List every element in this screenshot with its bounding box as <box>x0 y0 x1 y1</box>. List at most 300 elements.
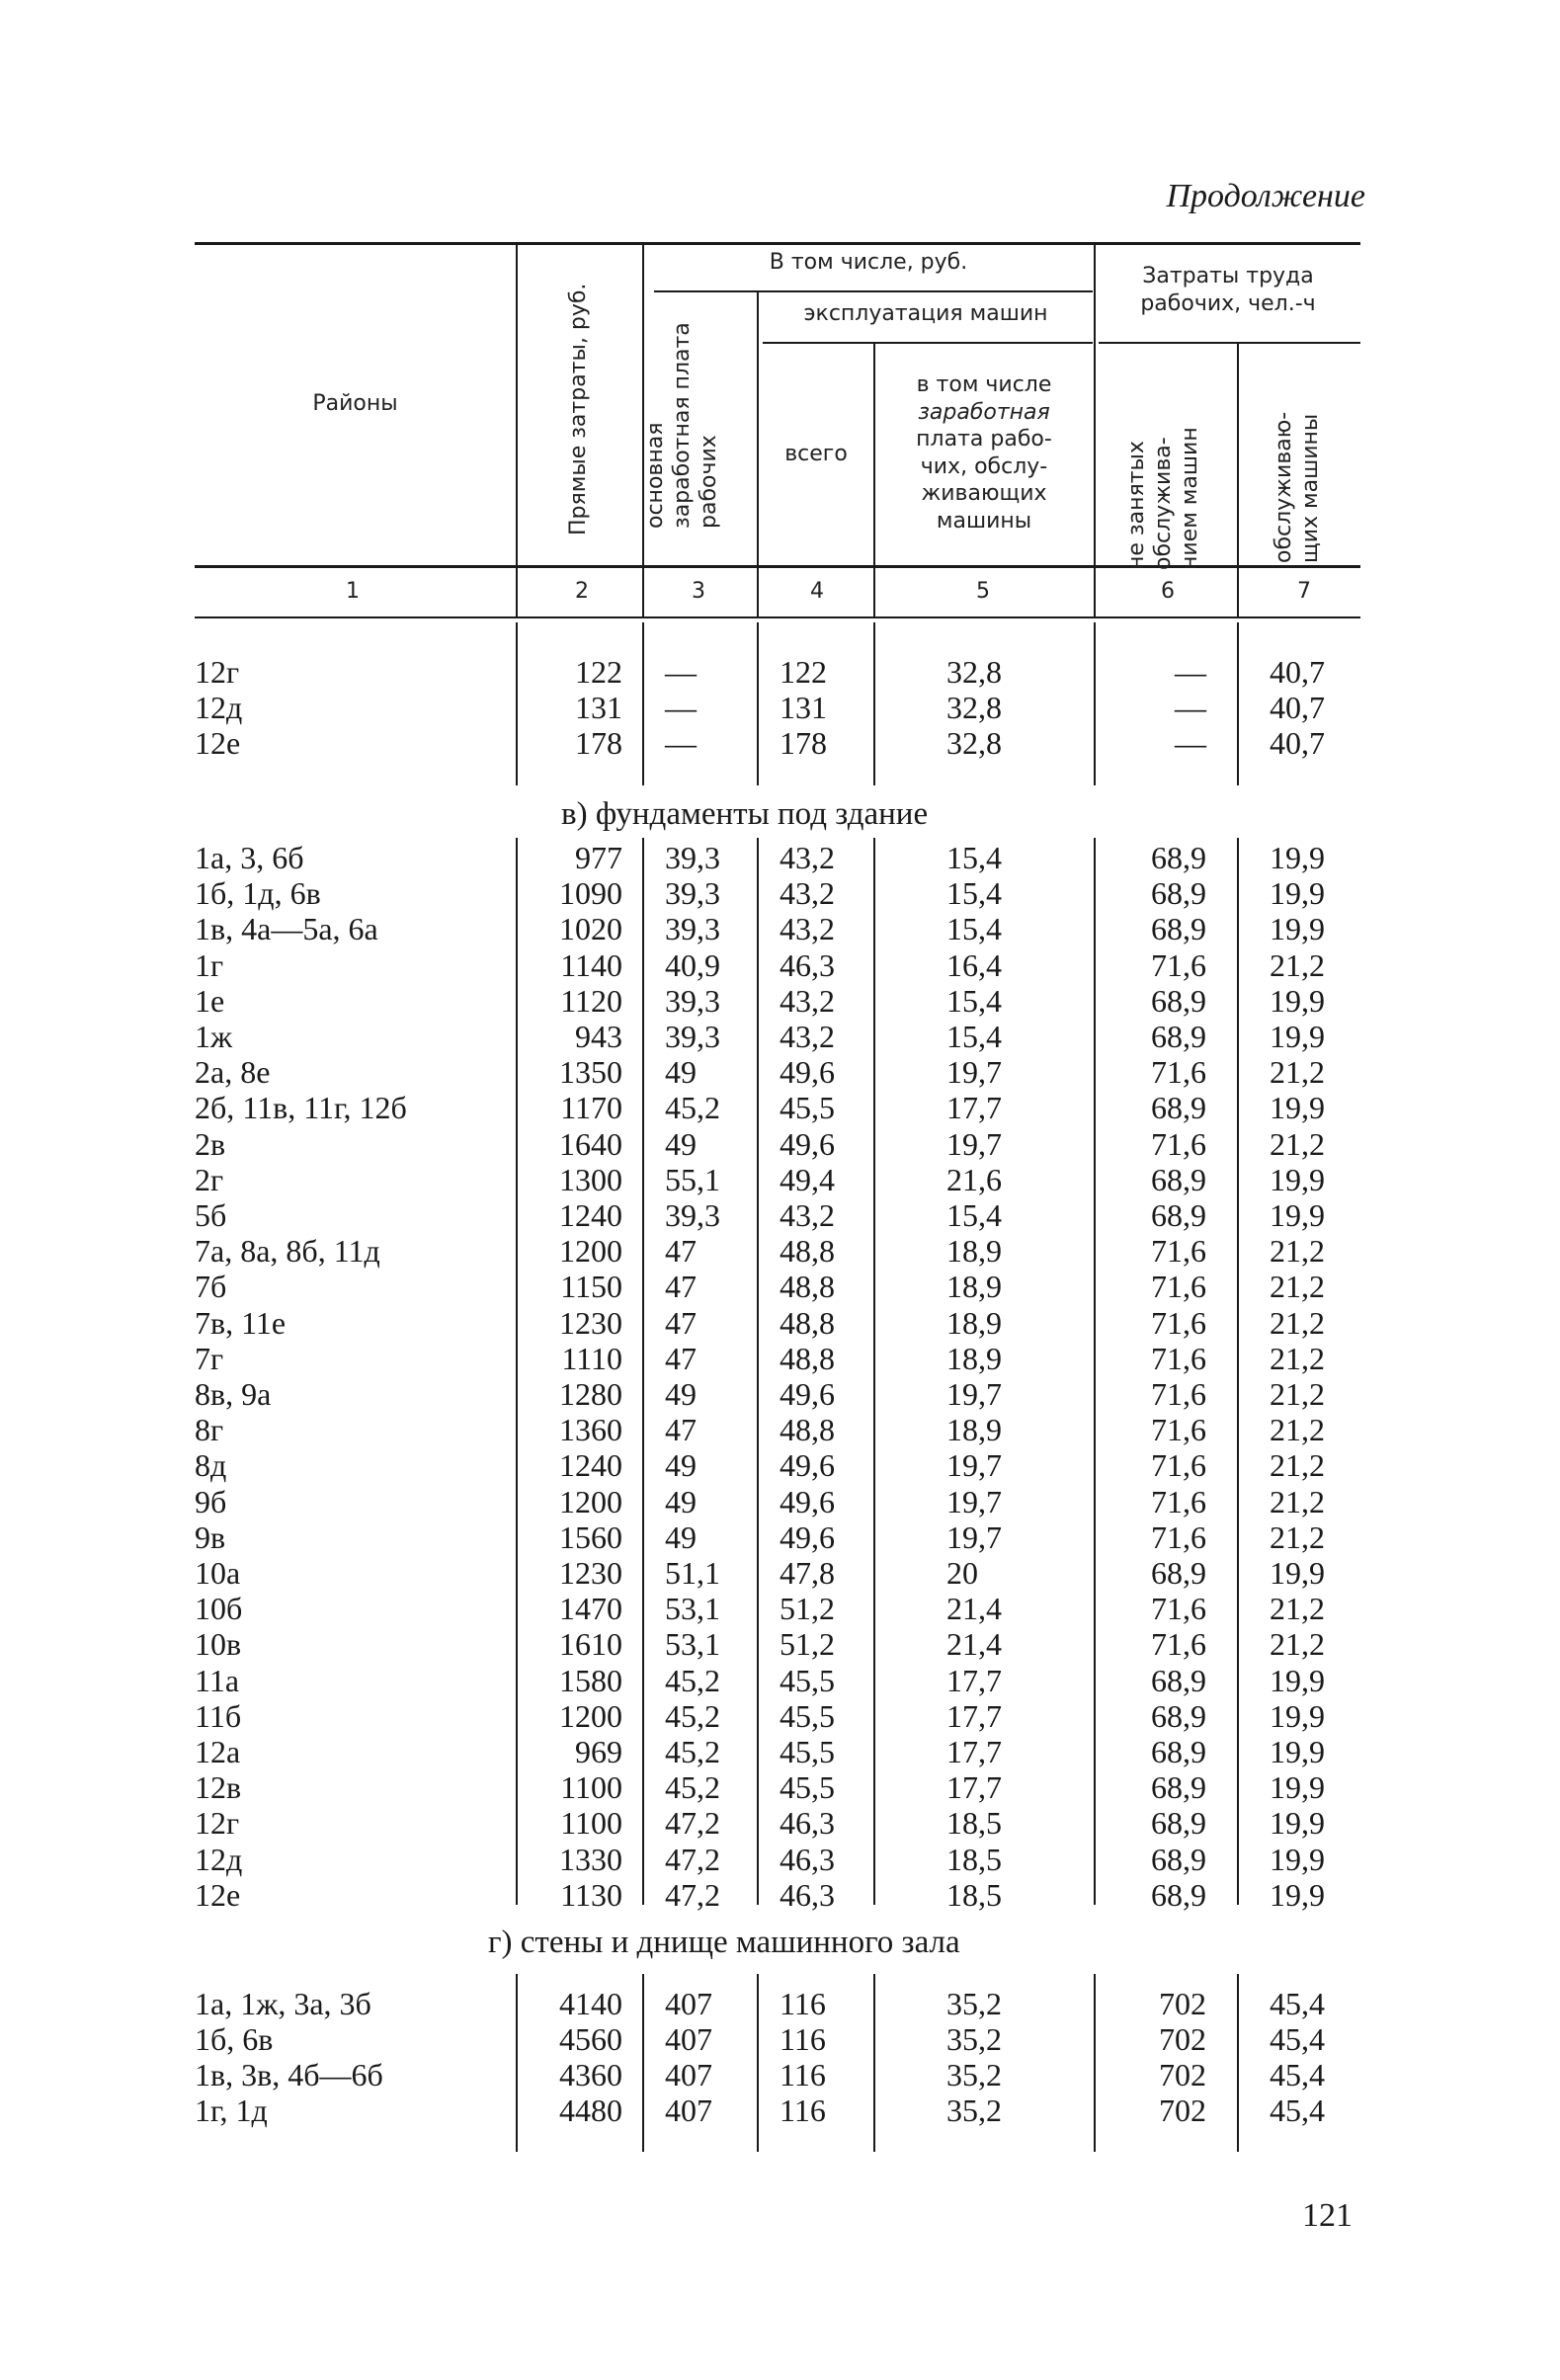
group-incl-header: В том числе, руб. <box>769 250 968 275</box>
cell-value: 49 <box>665 1518 697 1555</box>
cell-value: 21,2 <box>1270 1412 1325 1448</box>
not-machine-line-a: не занятых <box>1124 441 1149 570</box>
cell-value: 46,3 <box>780 1841 835 1877</box>
section-v-title: в) фундаменты под здание <box>561 796 929 832</box>
incl-wage-line-f: машины <box>936 508 1032 533</box>
cell-value: 39,3 <box>665 1019 720 1054</box>
cell-value: 45,5 <box>780 1662 835 1698</box>
cell-value: 39,3 <box>665 875 720 912</box>
cell-district: 11а <box>195 1662 240 1698</box>
cell-value: 49,6 <box>780 1483 835 1519</box>
cell-value: 21,2 <box>1270 1233 1325 1270</box>
cell-value: 15,4 <box>946 1197 1002 1233</box>
cell-value: 40,9 <box>665 946 720 983</box>
cell-value: 19,9 <box>1270 840 1325 875</box>
cell-district: 2в <box>195 1125 226 1162</box>
cell-value: 18,9 <box>946 1412 1002 1448</box>
cell-district: 1в, 3в, 4б—6б <box>195 2057 383 2093</box>
cell-value: 19,9 <box>1270 911 1325 947</box>
cell-district: 1г <box>195 946 224 983</box>
cell-value: 407 <box>665 2093 712 2128</box>
cell-value: 21,2 <box>1270 1518 1325 1555</box>
table-row <box>0 1698 1560 1734</box>
table-row <box>0 1447 1560 1483</box>
incl-wage-line-a: в том числе <box>916 372 1052 397</box>
cell-value: 19,9 <box>1270 1876 1325 1913</box>
cell-value: 702 <box>1159 2093 1206 2128</box>
cell-district: 12а <box>195 1734 241 1769</box>
cell-value: 49,6 <box>780 1125 835 1162</box>
cell-value: 48,8 <box>780 1340 835 1376</box>
continuation-label: Продолжение <box>1166 178 1365 214</box>
cell-value: 19,7 <box>946 1376 1002 1412</box>
cell-value: 122 <box>575 654 622 690</box>
cell-value: 17,7 <box>946 1769 1002 1806</box>
machine-line-a: обслуживаю- <box>1272 411 1296 563</box>
cell-district: 12д <box>195 1841 243 1877</box>
cell-value: 47 <box>665 1269 697 1305</box>
cell-value: 1120 <box>560 982 622 1019</box>
cell-value: 21,2 <box>1270 1376 1325 1412</box>
cell-district: 7г <box>195 1340 224 1376</box>
cell-district: 8г <box>195 1412 224 1448</box>
cell-value: 71,6 <box>1151 1233 1206 1270</box>
cell-value: 71,6 <box>1151 1447 1206 1484</box>
cell-value: 16,4 <box>946 946 1002 983</box>
cell-value: 49 <box>665 1483 697 1519</box>
cell-value: 45,5 <box>780 1769 835 1806</box>
cell-value: 46,3 <box>780 1805 835 1842</box>
cell-value: 20 <box>946 1555 978 1591</box>
table-row <box>0 1877 1560 1913</box>
cell-value: 1200 <box>559 1483 622 1519</box>
cell-value: — <box>1175 690 1206 725</box>
cell-value: 71,6 <box>1151 1626 1206 1663</box>
cell-value: 45,5 <box>780 1090 835 1126</box>
cell-value: 47 <box>665 1412 697 1448</box>
cell-value: 47 <box>665 1340 697 1376</box>
cell-value: 47,2 <box>665 1841 720 1877</box>
cell-value: 68,9 <box>1151 1090 1206 1126</box>
group-labor-header: Затраты труда рабочих, чел.-ч <box>1140 264 1316 316</box>
cell-value: 15,4 <box>946 875 1002 912</box>
cell-value: 21,2 <box>1270 946 1325 983</box>
cell-value: — <box>1175 725 1206 761</box>
cell-value: 51,2 <box>780 1626 835 1663</box>
table-row <box>0 983 1560 1019</box>
table-row <box>0 1842 1560 1877</box>
cell-value: 17,7 <box>946 1090 1002 1126</box>
cell-value: 1470 <box>559 1591 622 1627</box>
cell-value: 68,9 <box>1151 1161 1206 1197</box>
cell-value: 19,9 <box>1270 1555 1325 1591</box>
cell-value: 45,4 <box>1270 2057 1325 2093</box>
cell-value: 116 <box>780 2057 826 2093</box>
cell-value: 71,6 <box>1151 1376 1206 1412</box>
cell-value: 45,4 <box>1270 1986 1325 2021</box>
cell-value: 47,8 <box>780 1555 835 1591</box>
cell-value: 18,9 <box>946 1304 1002 1341</box>
col-not-machine-header <box>1124 353 1205 570</box>
cell-value: 49,6 <box>780 1054 835 1091</box>
cell-value: 21,2 <box>1270 1304 1325 1341</box>
col-base-wage-header: основная заработная плата рабочих <box>643 322 721 529</box>
cell-value: 71,6 <box>1151 1125 1206 1162</box>
col-machine-header <box>1272 346 1327 563</box>
col-total-header: всего <box>784 442 848 466</box>
cell-value: 43,2 <box>780 911 835 947</box>
col-direct-costs-header: Прямые затраты, руб. <box>566 283 591 535</box>
cell-district: 5б <box>195 1197 227 1233</box>
cell-value: — <box>665 725 697 761</box>
cell-value: 1170 <box>560 1090 622 1126</box>
cell-district: 12в <box>195 1769 242 1806</box>
incl-wage-line-e: живающих <box>921 481 1047 506</box>
cell-value: 68,9 <box>1151 840 1206 875</box>
table-row <box>0 1341 1560 1376</box>
table-row <box>0 911 1560 946</box>
cell-district: 12е <box>195 725 241 761</box>
cell-value: 49,6 <box>780 1376 835 1412</box>
cell-value: 68,9 <box>1151 911 1206 947</box>
table-row <box>0 1412 1560 1447</box>
cell-value: 43,2 <box>780 875 835 912</box>
cell-district: 10в <box>195 1626 242 1663</box>
cell-value: 407 <box>665 2021 712 2057</box>
cell-value: 4480 <box>559 2093 622 2128</box>
cell-value: 49,6 <box>780 1518 835 1555</box>
table-row <box>0 947 1560 983</box>
colnum-5: 5 <box>976 579 990 604</box>
cell-value: 19,9 <box>1270 1662 1325 1698</box>
cell-value: 18,5 <box>946 1876 1002 1913</box>
cell-district: 12д <box>195 690 243 725</box>
cell-value: 71,6 <box>1151 946 1206 983</box>
cell-value: 49 <box>665 1447 697 1484</box>
table-row <box>0 1233 1560 1269</box>
cell-value: 47 <box>665 1304 697 1341</box>
table-row <box>0 840 1560 875</box>
not-machine-line-c: нием машин <box>1177 427 1202 570</box>
cell-value: 1090 <box>559 875 622 912</box>
sub-rule-labor <box>1099 342 1360 344</box>
cell-value: 71,6 <box>1151 1269 1206 1305</box>
sub-rule-machines <box>763 342 1093 344</box>
cell-value: 51,2 <box>780 1591 835 1627</box>
cell-district: 1в, 4а—5а, 6а <box>195 911 378 947</box>
cell-value: 116 <box>780 2021 826 2057</box>
cell-value: 131 <box>575 690 622 725</box>
cell-value: 48,8 <box>780 1412 835 1448</box>
cell-value: 49,6 <box>780 1447 835 1484</box>
cell-district: 7в, 11е <box>195 1304 287 1341</box>
cell-value: 19,9 <box>1270 1841 1325 1877</box>
cell-value: 21,6 <box>946 1161 1002 1197</box>
cell-value: 55,1 <box>665 1161 720 1197</box>
cell-value: 21,2 <box>1270 1591 1325 1627</box>
cell-district: 12г <box>195 654 240 690</box>
cell-value: 32,8 <box>946 690 1002 725</box>
cell-value: 45,2 <box>665 1090 720 1126</box>
cell-value: 71,6 <box>1151 1054 1206 1091</box>
cell-value: 45,5 <box>780 1734 835 1769</box>
incl-wage-line-b: заработная <box>918 399 1050 425</box>
sep-v1 <box>516 242 518 617</box>
cell-value: 1140 <box>560 946 622 983</box>
cell-value: — <box>665 690 697 725</box>
cell-value: 46,3 <box>780 946 835 983</box>
cell-value: 17,7 <box>946 1697 1002 1734</box>
cell-value: 1100 <box>560 1769 622 1806</box>
cell-value: 1200 <box>559 1697 622 1734</box>
table-row <box>0 1626 1560 1662</box>
cell-district: 1г, 1д <box>195 2093 268 2128</box>
cell-value: 19,9 <box>1270 1019 1325 1054</box>
cell-value: 21,2 <box>1270 1340 1325 1376</box>
table-row <box>0 1197 1560 1233</box>
table-row <box>0 725 1560 761</box>
cell-value: 39,3 <box>665 1197 720 1233</box>
cell-value: 32,8 <box>946 725 1002 761</box>
cell-value: 122 <box>780 654 827 690</box>
cell-district: 2б, 11в, 11г, 12б <box>195 1090 407 1126</box>
cell-value: 977 <box>575 840 622 875</box>
cell-value: 19,9 <box>1270 1090 1325 1126</box>
cell-value: 1130 <box>560 1876 622 1913</box>
cell-value: 35,2 <box>946 2057 1002 2093</box>
cell-value: 21,2 <box>1270 1626 1325 1663</box>
cell-district: 7б <box>195 1269 227 1305</box>
section-g-title: г) стены и днище машинного зала <box>488 1925 960 1960</box>
cell-value: 71,6 <box>1151 1412 1206 1448</box>
cell-value: 47,2 <box>665 1876 720 1913</box>
table-row <box>0 2021 1560 2057</box>
cell-value: 68,9 <box>1151 1662 1206 1698</box>
table-row <box>0 1663 1560 1698</box>
cell-district: 8в, 9а <box>195 1376 272 1412</box>
col-districts-header: Районы <box>312 391 398 416</box>
table-row <box>0 1519 1560 1555</box>
cell-value: 71,6 <box>1151 1483 1206 1519</box>
cell-value: 702 <box>1159 2057 1206 2093</box>
cell-value: 702 <box>1159 1986 1206 2021</box>
cell-district: 1ж <box>195 1019 233 1054</box>
colnum-4: 4 <box>810 579 824 604</box>
table-row <box>0 1484 1560 1519</box>
cell-value: 32,8 <box>946 654 1002 690</box>
cell-value: 51,1 <box>665 1555 720 1591</box>
table-row <box>0 1269 1560 1304</box>
cell-value: 15,4 <box>946 1019 1002 1054</box>
cell-value: 1240 <box>559 1197 622 1233</box>
cell-value: 1230 <box>559 1304 622 1341</box>
cell-value: 1300 <box>559 1161 622 1197</box>
cell-value: 4140 <box>559 1986 622 2021</box>
cell-value: 1560 <box>559 1518 622 1555</box>
cell-value: 407 <box>665 2057 712 2093</box>
incl-wage-line-c: плата рабо- <box>916 427 1052 451</box>
colnum-7: 7 <box>1297 579 1311 604</box>
cell-district: 1б, 1д, 6в <box>195 875 321 912</box>
cell-value: 17,7 <box>946 1734 1002 1769</box>
cell-value: 49 <box>665 1376 697 1412</box>
cell-value: 1240 <box>559 1447 622 1484</box>
colnum-3: 3 <box>692 579 705 604</box>
cell-value: 1330 <box>559 1841 622 1877</box>
cell-value: 35,2 <box>946 2093 1002 2128</box>
cell-value: 15,4 <box>946 982 1002 1019</box>
machine-line-b: щих машины <box>1297 413 1323 563</box>
cell-value: 49 <box>665 1054 697 1091</box>
cell-value: 53,1 <box>665 1626 720 1663</box>
cell-value: 18,9 <box>946 1269 1002 1305</box>
cell-value: 43,2 <box>780 840 835 875</box>
cell-value: 40,7 <box>1270 654 1325 690</box>
cell-value: 1100 <box>560 1805 622 1842</box>
cell-value: 21,2 <box>1270 1125 1325 1162</box>
cell-value: 21,4 <box>946 1591 1002 1627</box>
colnum-2: 2 <box>575 579 589 604</box>
cell-value: 19,9 <box>1270 1805 1325 1842</box>
cell-value: 19,7 <box>946 1518 1002 1555</box>
cell-value: 17,7 <box>946 1662 1002 1698</box>
table-row <box>0 1305 1560 1341</box>
table-row <box>0 1591 1560 1626</box>
cell-value: 19,9 <box>1270 1734 1325 1769</box>
cell-value: 19,9 <box>1270 1697 1325 1734</box>
cell-value: 71,6 <box>1151 1518 1206 1555</box>
table-row <box>0 1162 1560 1197</box>
cell-value: 21,2 <box>1270 1269 1325 1305</box>
table-row <box>0 1555 1560 1591</box>
cell-value: 1350 <box>559 1054 622 1091</box>
cell-value: 19,9 <box>1270 875 1325 912</box>
cell-value: 35,2 <box>946 2021 1002 2057</box>
cell-value: 1280 <box>559 1376 622 1412</box>
cell-value: 49 <box>665 1125 697 1162</box>
cell-district: 9в <box>195 1518 226 1555</box>
cell-value: 19,7 <box>946 1125 1002 1162</box>
page-number: 121 <box>1302 2197 1353 2234</box>
cell-value: 19,7 <box>946 1483 1002 1519</box>
cell-value: 1610 <box>559 1626 622 1663</box>
cell-value: 68,9 <box>1151 1019 1206 1054</box>
cell-value: 131 <box>780 690 827 725</box>
cell-value: 19,9 <box>1270 1161 1325 1197</box>
cell-value: 45,2 <box>665 1662 720 1698</box>
cell-value: 68,9 <box>1151 1697 1206 1734</box>
cell-value: 68,9 <box>1151 1555 1206 1591</box>
cell-value: 68,9 <box>1151 1769 1206 1806</box>
cell-value: 43,2 <box>780 1019 835 1054</box>
cell-district: 8д <box>195 1447 227 1484</box>
cell-value: 21,4 <box>946 1626 1002 1663</box>
cell-district: 11б <box>195 1697 242 1734</box>
table-row <box>0 2093 1560 2128</box>
cell-value: 68,9 <box>1151 1805 1206 1842</box>
cell-value: 15,4 <box>946 840 1002 875</box>
cell-value: 702 <box>1159 2021 1206 2057</box>
table-row <box>0 875 1560 911</box>
cell-value: 116 <box>780 2093 826 2128</box>
cell-district: 12г <box>195 1805 240 1842</box>
cell-value: 19,9 <box>1270 982 1325 1019</box>
cell-value: 19,9 <box>1270 1197 1325 1233</box>
cell-value: 39,3 <box>665 840 720 875</box>
cell-value: — <box>1175 654 1206 690</box>
sep-v6 <box>1237 344 1239 618</box>
cell-district: 1е <box>195 982 225 1019</box>
cell-value: 19,7 <box>946 1054 1002 1091</box>
cell-value: 15,4 <box>946 911 1002 947</box>
colnum-6: 6 <box>1161 579 1175 604</box>
cell-value: 45,4 <box>1270 2021 1325 2057</box>
table-row <box>0 654 1560 690</box>
table-row <box>0 1376 1560 1412</box>
cell-value: 47,2 <box>665 1805 720 1842</box>
cell-value: 45,5 <box>780 1697 835 1734</box>
cell-value: 43,2 <box>780 1197 835 1233</box>
table-row <box>0 1054 1560 1090</box>
cell-district: 7а, 8а, 8б, 11д <box>195 1233 380 1270</box>
cell-value: 969 <box>575 1734 622 1769</box>
cell-value: 39,3 <box>665 982 720 1019</box>
cell-value: 18,5 <box>946 1805 1002 1842</box>
cell-value: 1360 <box>559 1412 622 1448</box>
cell-value: 1640 <box>559 1125 622 1162</box>
cell-value: 45,2 <box>665 1769 720 1806</box>
table-row <box>0 1769 1560 1805</box>
cell-value: 18,5 <box>946 1841 1002 1877</box>
cell-value: 45,4 <box>1270 2093 1325 2128</box>
cell-value: 46,3 <box>780 1876 835 1913</box>
cell-value: 178 <box>575 725 622 761</box>
cell-value: 40,7 <box>1270 690 1325 725</box>
cell-value: 43,2 <box>780 982 835 1019</box>
cell-value: 48,8 <box>780 1269 835 1305</box>
cell-value: 1110 <box>561 1340 622 1376</box>
table-row <box>0 690 1560 725</box>
cell-value: 18,9 <box>946 1340 1002 1376</box>
cell-value: 45,2 <box>665 1734 720 1769</box>
cell-value: 68,9 <box>1151 982 1206 1019</box>
cell-district: 1а, 1ж, 3а, 3б <box>195 1986 371 2021</box>
cell-district: 1б, 6в <box>195 2021 274 2057</box>
cell-value: 39,3 <box>665 911 720 947</box>
sep-v5 <box>1094 242 1096 617</box>
cell-value: 68,9 <box>1151 1876 1206 1913</box>
cell-value: 53,1 <box>665 1591 720 1627</box>
cell-value: 1020 <box>559 911 622 947</box>
cell-value: 943 <box>575 1019 622 1054</box>
header-top-rule <box>195 242 1360 245</box>
cell-value: 178 <box>780 725 827 761</box>
cell-value: 71,6 <box>1151 1340 1206 1376</box>
table-row <box>0 1734 1560 1769</box>
not-machine-line-b: обслужива- <box>1150 437 1176 570</box>
cell-value: 1230 <box>559 1555 622 1591</box>
cell-value: 21,2 <box>1270 1447 1325 1484</box>
table-row <box>0 2057 1560 2093</box>
table-row <box>0 1126 1560 1162</box>
cell-value: 21,2 <box>1270 1054 1325 1091</box>
cell-value: 68,9 <box>1151 1197 1206 1233</box>
cell-value: 4360 <box>559 2057 622 2093</box>
cell-value: 40,7 <box>1270 725 1325 761</box>
incl-wage-line-d: чих, обслу- <box>920 453 1048 479</box>
colnum-1: 1 <box>346 579 360 604</box>
cell-value: 68,9 <box>1151 1841 1206 1877</box>
